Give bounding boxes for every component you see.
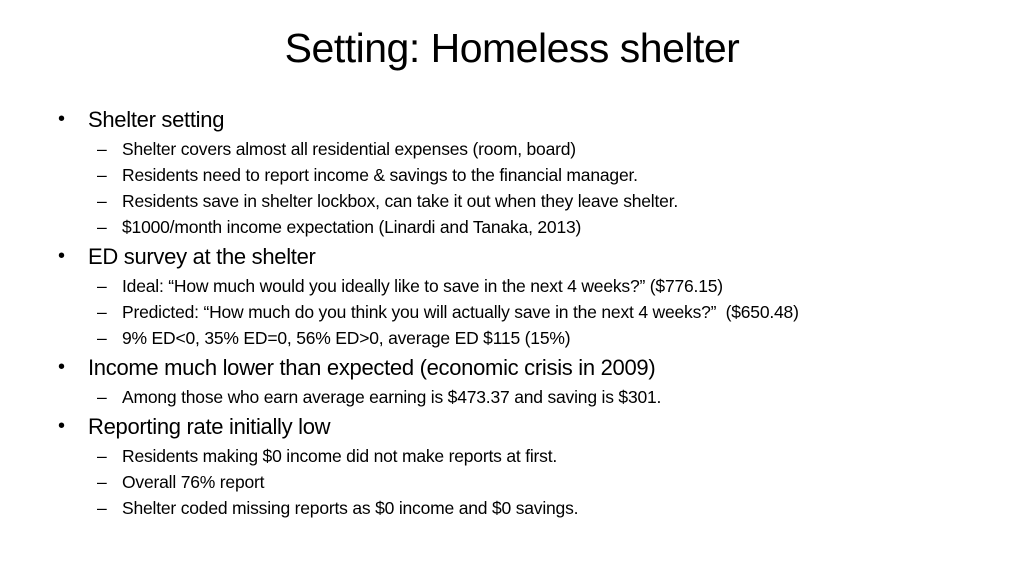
sub-bullet xyxy=(58,188,998,214)
sub-bullet xyxy=(58,273,998,299)
sub-bullet xyxy=(58,214,998,240)
bullet-ed-survey xyxy=(58,240,998,273)
dash-glyph: – xyxy=(97,139,107,159)
sub-bullet-text: Shelter covers almost all residential expenses (room, board) xyxy=(122,139,576,159)
sub-bullet xyxy=(58,162,998,188)
dash-glyph: – xyxy=(97,472,107,492)
sub-bullet-text: Residents need to report income & savings to the financial manager. xyxy=(122,165,638,185)
bullet-glyph: • xyxy=(58,245,65,267)
sub-bullet-text: Predicted: “How much do you think you will actually save in the next 4 weeks?” ($650.48) xyxy=(122,302,799,322)
sub-bullet-text: 9% ED<0, 35% ED=0, 56% ED>0, average ED $115 (15%) xyxy=(122,328,571,348)
slide-title: Setting: Homeless shelter xyxy=(284,25,740,71)
sub-bullet-text: Overall 76% report xyxy=(122,472,265,492)
dash-glyph: – xyxy=(97,217,107,237)
slide-content xyxy=(58,103,998,521)
bullet-text: Income much lower than expected (economic crisis in 2009) xyxy=(88,355,656,380)
sub-bullet-text: $1000/month income expectation (Linardi and Tanaka, 2013) xyxy=(122,217,582,237)
bullet-glyph: • xyxy=(58,356,65,378)
bullet-income xyxy=(58,351,998,384)
dash-glyph: – xyxy=(97,498,107,518)
bullet-text: Shelter setting xyxy=(88,107,225,132)
sub-bullet-text: Among those who earn average earning is $473.37 and saving is $301. xyxy=(122,387,662,407)
sub-bullet xyxy=(58,299,998,325)
dash-glyph: – xyxy=(97,302,107,322)
sub-bullet-text: Residents save in shelter lockbox, can take it out when they leave shelter. xyxy=(122,191,679,211)
bullet-reporting-rate xyxy=(58,410,998,443)
dash-glyph: – xyxy=(97,276,107,296)
sub-bullet xyxy=(58,384,998,410)
sub-bullet xyxy=(58,495,998,521)
sub-bullet-text: Shelter coded missing reports as $0 income and $0 savings. xyxy=(122,498,579,518)
sub-bullet xyxy=(58,325,998,351)
sub-bullet xyxy=(58,469,998,495)
bullet-glyph: • xyxy=(58,108,65,130)
dash-glyph: – xyxy=(97,328,107,348)
bullet-text: ED survey at the shelter xyxy=(88,244,316,269)
dash-glyph: – xyxy=(97,191,107,211)
bullet-text: Reporting rate initially low xyxy=(88,414,331,439)
dash-glyph: – xyxy=(97,165,107,185)
dash-glyph: – xyxy=(97,387,107,407)
sub-bullet xyxy=(58,136,998,162)
sub-bullet-text: Residents making $0 income did not make reports at first. xyxy=(122,446,558,466)
bullet-glyph: • xyxy=(58,415,65,437)
sub-bullet xyxy=(58,443,998,469)
bullet-shelter-setting xyxy=(58,103,998,136)
sub-bullet-text: Ideal: “How much would you ideally like to save in the next 4 weeks?” ($776.15) xyxy=(122,276,723,296)
dash-glyph: – xyxy=(97,446,107,466)
